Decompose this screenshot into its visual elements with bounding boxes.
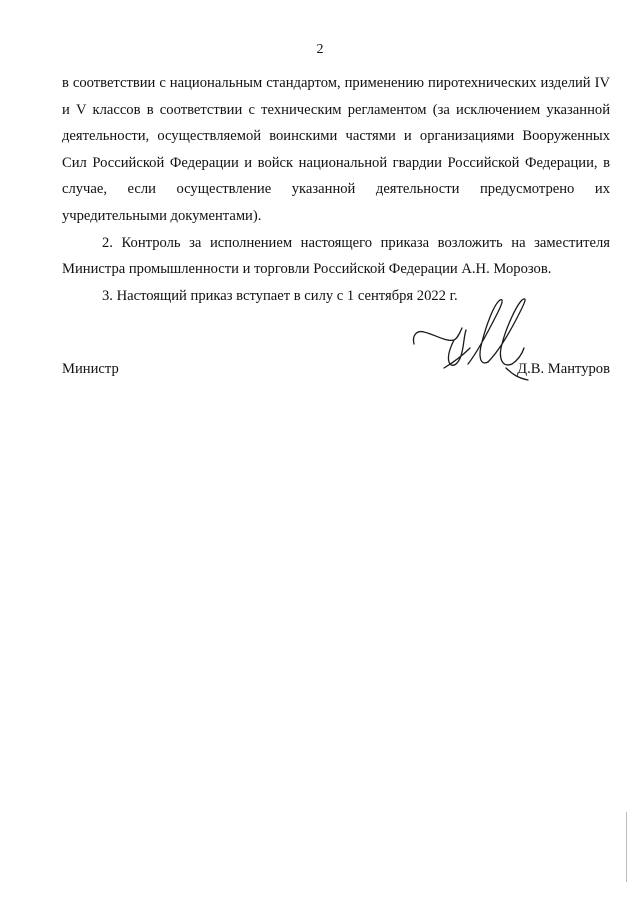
page-number: 2 [316,42,324,57]
paragraph-continuation: в соответствии с национальным стандартом, применению пиротехнических изделий IV и V классов в соответствии с техническим регламентом (за исключением указанной деятельности, осуществляемой воинскими частями и организациями Вооруженных Сил Российской Федерации и войск национальной гвардии Российской Федерации, в случае, если осуществление указанной деятельности предусмотрено их учредительными документами). [62,75,610,224]
signer-name: Д.В. Мантуров [517,361,610,377]
document-body [62,70,610,309]
paragraph-item-2: 2. Контроль за исполнением настоящего приказа возложить на заместителя Министра промышленности и торговли Российской Федерации А.Н. Морозов. [62,234,610,278]
paragraph-item-3: 3. Настоящий приказ вступает в силу с 1 сентября 2022 г. [102,287,458,304]
signature-block [62,356,610,382]
scan-edge-mark [626,812,627,882]
signer-position: Министр [62,361,119,377]
